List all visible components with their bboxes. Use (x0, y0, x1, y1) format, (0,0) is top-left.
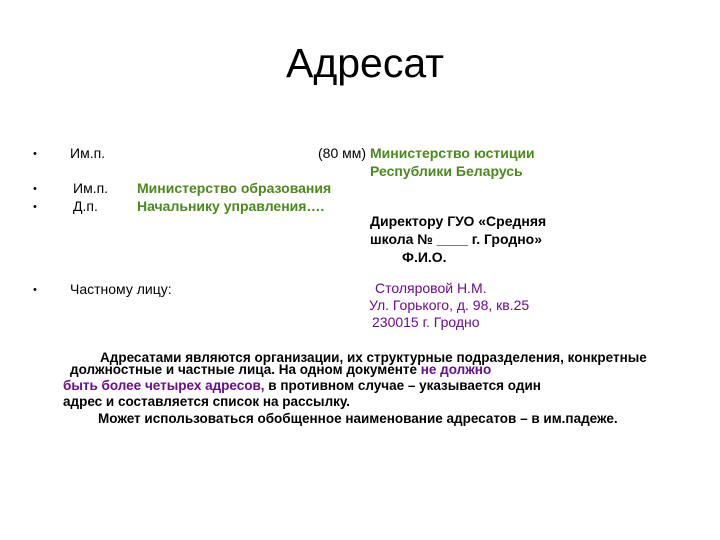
paragraph-emphasis-1: не должно (420, 362, 492, 377)
director-line1: Директору ГУО «Средняя (370, 213, 547, 229)
label-d-p: Д.п. (73, 198, 98, 214)
paragraph-line3-text: в противном случае – указывается один (264, 378, 541, 393)
paragraph-line2 (70, 362, 491, 377)
size-note: (80 мм) (318, 145, 367, 161)
bullet-4: • (33, 284, 37, 296)
ministry-education-line2: Начальнику управления…. (137, 198, 325, 214)
label-im-p-2: Им.п. (73, 180, 109, 196)
paragraph-line5: Может использоваться обобщенное наименование адресатов – в им.падеже. (98, 411, 618, 426)
page-title: Адресат (285, 40, 445, 86)
private-person-line2: Ул. Горького, д. 98, кв.25 (369, 297, 530, 313)
director-line2: школа № ____ г. Гродно» (370, 231, 543, 247)
label-im-p-1: Им.п. (70, 145, 106, 161)
paragraph-line1: Адресатами являются организации, их структурные подразделения, конкретные (100, 350, 647, 365)
bullet-1: • (33, 148, 37, 160)
director-line3: Ф.И.О. (402, 249, 447, 265)
bullet-3: • (33, 201, 37, 213)
bullet-2: • (33, 183, 37, 195)
label-private-person: Частному лицу: (70, 281, 172, 297)
paragraph-line4: адрес и составляется список на рассылку. (63, 394, 350, 409)
ministry-justice-line2: Республики Беларусь (370, 163, 523, 179)
paragraph-emphasis-2: быть более четырех адресов, (63, 378, 265, 393)
paragraph-line3 (63, 378, 541, 393)
private-person-line3: 230015 г. Гродно (372, 314, 480, 330)
ministry-justice-line1: Министерство юстиции (370, 145, 535, 161)
ministry-education-line1: Министерство образования (137, 180, 332, 196)
paragraph-line2-text: должностные и частные лица. На одном документе (70, 362, 421, 377)
private-person-line1: Столяровой Н.М. (375, 280, 487, 296)
